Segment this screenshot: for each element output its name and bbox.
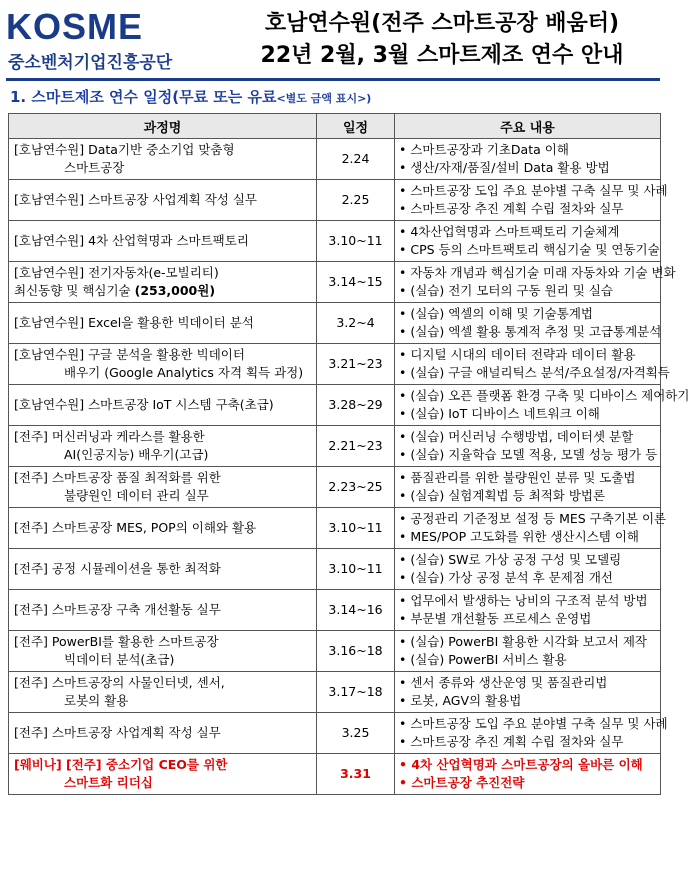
content-bullet-1: • (실습) 오픈 플랫폼 환경 구축 및 디바이스 제어하기 [399,387,656,405]
content-cell [395,713,668,754]
content-bullet-1: • 스마트공장과 기초Data 이해 [399,141,656,159]
content-bullet-1: • 4차 산업혁명과 스마트공장의 올바른 이해 [399,756,656,774]
date-cell: 3.14~16 [317,590,395,631]
course-cell [9,262,317,303]
table-header-row [9,114,661,139]
course-cell [9,426,317,467]
date-cell: 2.23~25 [317,467,395,508]
course-name-line2: 최신동향 및 핵심기술 [14,283,131,298]
course-name-line2: 로봇의 활용 [64,693,129,708]
course-name-line1: [전주] PowerBI를 활용한 스마트공장 [14,634,219,649]
content-cell [395,631,661,672]
course-name-line2: AI(인공지능) 배우기(고급) [64,447,209,462]
page-header [0,0,666,78]
page-title-line1: 호남연수원(전주 스마트공장 배움터) [264,11,620,36]
course-name-line1: [전주] 공정 시뮬레이션을 통한 최적화 [14,561,221,576]
course-cell [9,139,317,180]
date-cell: 3.14~15 [317,262,395,303]
content-cell [395,467,661,508]
course-name-line1: [웨비나] [전주] 중소기업 CEO를 위한 [14,757,228,772]
course-cell [9,508,317,549]
content-cell [395,221,661,262]
content-bullet-2: • CPS 등의 스마트팩토리 핵심기술 및 연동기술 [399,241,656,259]
content-bullet-1: • 공정관리 기준정보 설정 등 MES 구축기본 이론 [399,510,656,528]
course-cell [9,180,317,221]
content-cell [395,262,676,303]
content-bullet-2: • 스마트공장 추진 계획 수립 절차와 실무 [399,200,656,218]
content-bullet-1: • 4차산업혁명과 스마트팩토리 기술체계 [399,223,656,241]
course-name-line1: [전주] 스마트공장 품질 최적화를 위한 [14,470,221,485]
content-cell [395,672,661,713]
course-name-line2: 불량원인 데이터 관리 실무 [64,488,209,503]
date-cell: 3.10~11 [317,549,395,590]
content-bullet-1: • 자동차 개념과 핵심기술 미래 자동차와 기술 변화 [399,264,656,282]
table-row [9,467,661,508]
content-bullet-2: • 생산/자재/품질/설비 Data 활용 방법 [399,159,656,177]
course-name-line1: [호남연수원] 전기자동차(e-모빌리티) [14,265,219,280]
table-row [9,344,661,385]
date-cell: 3.31 [317,754,395,795]
date-cell: 3.21~23 [317,344,395,385]
course-name-line2: 배우기 (Google Analytics 자격 획득 과정) [64,365,304,380]
course-cell [9,672,317,713]
header-divider [6,78,660,81]
content-cell [395,754,661,795]
content-cell [395,303,661,344]
table-row [9,262,661,303]
section-title: 1. 스마트제조 연수 일정(무료 또는 유료<별도 금액 표시>) [10,88,372,106]
content-cell [395,549,661,590]
course-cell [9,631,317,672]
content-bullet-1: • 스마트공장 도입 주요 분야별 구축 실무 및 사례 [399,715,656,733]
table-row [9,508,661,549]
table-row [9,549,661,590]
content-bullet-2: • (실습) 가상 공정 분석 후 문제점 개선 [399,569,656,587]
course-cell [9,221,317,262]
course-cell [9,385,317,426]
content-bullet-1: • 업무에서 발생하는 낭비의 구조적 분석 방법 [399,592,656,610]
course-name-line1: [호남연수원] Data기반 중소기업 맞춤형 [14,142,235,157]
course-cell [9,344,317,385]
course-name-line1: [호남연수원] 구글 분석을 활용한 빅데이터 [14,347,245,362]
col-header-date: 일정 [317,114,395,139]
content-bullet-2: • (실습) 엑셀 활용 통계적 추정 및 고급통계분석 [399,323,656,341]
table-row [9,590,661,631]
course-cell [9,754,317,795]
table-row [9,713,661,754]
course-name-line1: [호남연수원] 스마트공장 사업계획 작성 실무 [14,192,257,207]
content-cell [395,180,668,221]
course-name-line1: [전주] 스마트공장 MES, POP의 이해와 활용 [14,520,257,535]
content-bullet-2: • (실습) 지율학습 모델 적용, 모델 성능 평가 등 [399,446,656,464]
course-cell [9,549,317,590]
schedule-table [8,113,689,795]
col-header-course: 과정명 [9,114,317,139]
course-cell [9,590,317,631]
content-bullet-2: • (실습) 전기 모터의 구동 원리 및 실습 [399,282,656,300]
content-bullet-2: • 스마트공장 추진 계획 수립 절차와 실무 [399,733,656,751]
content-bullet-1: • 센서 종류와 생산운영 및 품질관리법 [399,674,656,692]
course-cell [9,467,317,508]
course-name-line1: [전주] 머신러닝과 케라스를 활용한 [14,429,205,444]
logo-org-name: 중소벤처기업진흥공단 [8,53,173,73]
content-bullet-2: • 부문별 개선활동 프로세스 운영법 [399,610,656,628]
content-bullet-1: • (실습) 머신러닝 수행방법, 데이터셋 분할 [399,428,656,446]
date-cell: 3.16~18 [317,631,395,672]
content-bullet-1: • 품질관리를 위한 불량원인 분류 및 도출법 [399,469,656,487]
table-row [9,303,661,344]
content-bullet-2: • (실습) 구글 애널리틱스 분석/주요설정/자격획득 [399,364,656,382]
course-name-line2: 빅데이터 분석(초급) [64,652,175,667]
content-bullet-2: • (실습) PowerBI 서비스 활용 [399,651,656,669]
date-cell: 3.10~11 [317,508,395,549]
section-note: <별도 금액 표시>) [276,92,372,105]
content-bullet-2: • (실습) 실험계획법 등 최적화 방법론 [399,487,656,505]
logo-wordmark: KOSME [6,6,144,47]
date-cell: 2.21~23 [317,426,395,467]
col-header-content: 주요 내용 [395,114,661,139]
content-cell [395,426,661,467]
date-cell: 3.17~18 [317,672,395,713]
content-cell [395,385,689,426]
date-cell: 2.24 [317,139,395,180]
content-bullet-2: • (실습) IoT 디바이스 네트워크 이해 [399,405,656,423]
course-name-line2: 스마트화 리더십 [64,775,153,790]
content-cell [395,508,667,549]
table-row [9,385,661,426]
table-row [9,139,661,180]
kosme-logo [6,6,206,72]
course-name-line1: [호남연수원] Excel을 활용한 빅데이터 분석 [14,315,254,330]
content-bullet-1: • 디지털 시대의 데이터 전략과 데이터 활용 [399,346,656,364]
content-bullet-2: • MES/POP 고도화를 위한 생산시스템 이해 [399,528,656,546]
page-title-line2: 22년 2월, 3월 스마트제조 연수 안내 [260,43,624,68]
content-bullet-1: • 스마트공장 도입 주요 분야별 구축 실무 및 사례 [399,182,656,200]
course-fee: (253,000원) [134,283,216,298]
content-bullet-2: • 스마트공장 추진전략 [399,774,656,792]
course-name-line1: [전주] 스마트공장 구축 개선활동 실무 [14,602,221,617]
course-cell [9,713,317,754]
date-cell: 3.28~29 [317,385,395,426]
content-bullet-1: • (실습) PowerBI 활용한 시각화 보고서 제작 [399,633,656,651]
content-bullet-1: • (실습) 엑셀의 이해 및 기술통계법 [399,305,656,323]
content-bullet-1: • (실습) SW로 가상 공정 구성 및 모델링 [399,551,656,569]
content-bullet-2: • 로봇, AGV의 활용법 [399,692,656,710]
table-row [9,221,661,262]
table-row [9,426,661,467]
date-cell: 3.10~11 [317,221,395,262]
course-name-line1: [전주] 스마트공장의 사물인터넷, 센서, [14,675,225,690]
course-name-line2: 스마트공장 [64,160,125,175]
date-cell: 2.25 [317,180,395,221]
course-cell [9,303,317,344]
course-name-line1: [전주] 스마트공장 사업계획 작성 실무 [14,725,221,740]
table-row [9,180,661,221]
date-cell: 3.25 [317,713,395,754]
date-cell: 3.2~4 [317,303,395,344]
course-name-line1: [호남연수원] 4차 산업혁명과 스마트팩토리 [14,233,249,248]
table-row [9,672,661,713]
content-cell [395,139,661,180]
content-cell [395,344,670,385]
table-row [9,754,661,795]
course-name-line1: [호남연수원] 스마트공장 IoT 시스템 구축(초급) [14,397,274,412]
table-row [9,631,661,672]
content-cell [395,590,661,631]
